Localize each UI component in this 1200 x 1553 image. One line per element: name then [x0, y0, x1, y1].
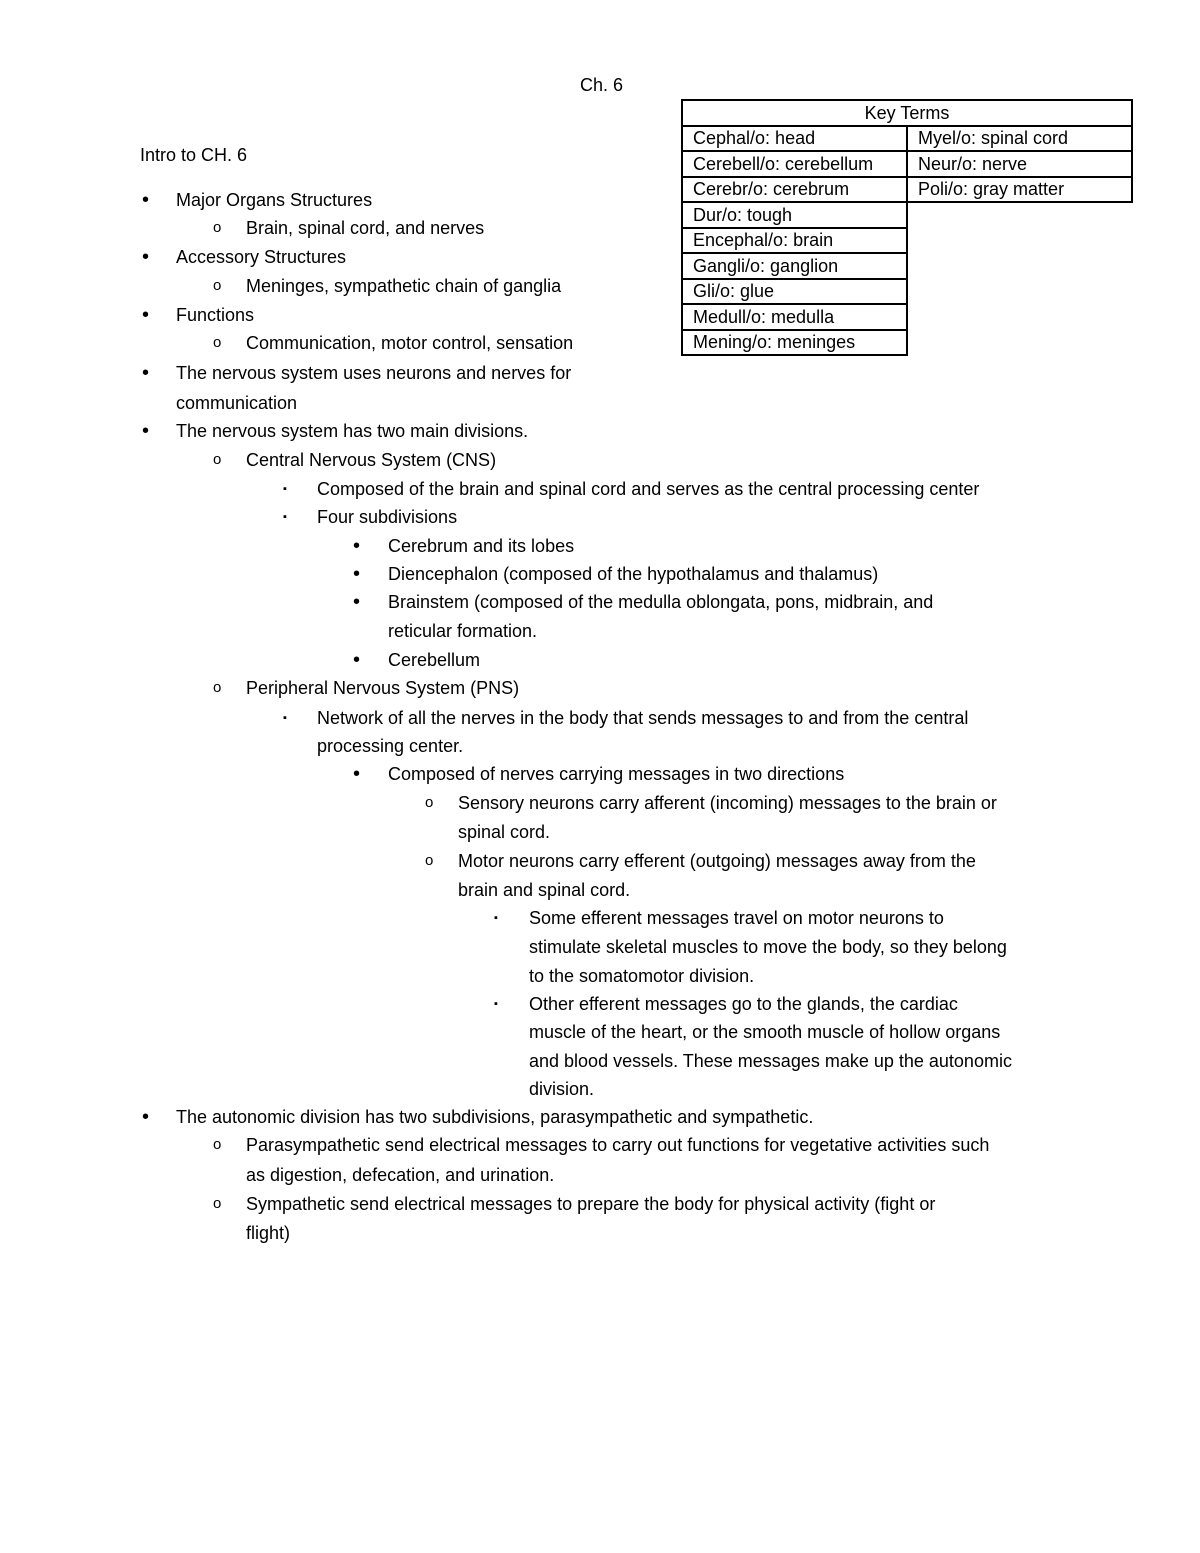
- table-empty-cell: [907, 279, 1132, 305]
- outline-line: Functions: [176, 305, 255, 325]
- bullet-disc-icon: •: [142, 189, 150, 211]
- outline-line: Network of all the nerves in the body that sends messages to and from the central: [317, 708, 969, 728]
- outline-line: Diencephalon (composed of the hypothalamus and thalamus): [388, 564, 879, 584]
- outline-line: as digestion, defecation, and urination.: [246, 1165, 555, 1185]
- bullet-disc-icon: •: [353, 763, 361, 785]
- outline-line: Brainstem (composed of the medulla oblongata, pons, midbrain, and: [388, 592, 934, 612]
- bullet-circle-icon: o: [213, 277, 222, 294]
- outline-line: Motor neurons carry efferent (outgoing) messages away from the: [458, 851, 976, 871]
- table-row: [682, 177, 1132, 203]
- bullet-circle-icon: o: [213, 1136, 222, 1153]
- section-heading: Intro to CH. 6: [140, 145, 248, 165]
- bullet-disc-icon: •: [142, 304, 150, 326]
- outline-line: division.: [529, 1079, 595, 1099]
- bullet-disc-icon: •: [353, 649, 361, 671]
- outline-line: communication: [176, 393, 298, 413]
- bullet-circle-icon: o: [213, 1195, 222, 1212]
- outline-line: Meninges, sympathetic chain of ganglia: [246, 276, 562, 296]
- bullet-square-icon: ▪: [494, 912, 498, 924]
- outline-line: Four subdivisions: [317, 507, 458, 527]
- outline-line: The nervous system has two main divisions.: [176, 421, 529, 441]
- outline-line: Some efferent messages travel on motor neurons to: [529, 908, 944, 928]
- bullet-disc-icon: •: [142, 420, 150, 442]
- outline-line: Cerebrum and its lobes: [388, 536, 575, 556]
- key-terms-table: [681, 99, 1133, 356]
- outline-line: The nervous system uses neurons and nerves for: [176, 363, 572, 383]
- table-cell: Neur/o: nerve: [907, 151, 1132, 177]
- outline-line: Sensory neurons carry afferent (incoming) messages to the brain or: [458, 793, 997, 813]
- outline-line: Composed of nerves carrying messages in two directions: [388, 764, 845, 784]
- outline-line: Sympathetic send electrical messages to prepare the body for physical activity (fight or: [246, 1194, 936, 1214]
- bullet-circle-icon: o: [213, 679, 222, 696]
- bullet-disc-icon: •: [353, 591, 361, 613]
- bullet-circle-icon: o: [213, 334, 222, 351]
- bullet-circle-icon: o: [213, 451, 222, 468]
- outline-line: Communication, motor control, sensation: [246, 333, 574, 353]
- table-cell: Mening/o: meninges: [682, 330, 907, 356]
- outline-line: Parasympathetic send electrical messages to carry out functions for vegetative activities such: [246, 1135, 990, 1155]
- bullet-disc-icon: •: [353, 535, 361, 557]
- table-header: Key Terms: [682, 100, 1132, 126]
- outline-line: Accessory Structures: [176, 247, 347, 267]
- table-cell: Gli/o: glue: [682, 279, 907, 305]
- bullet-square-icon: ▪: [494, 998, 498, 1010]
- outline-line: processing center.: [317, 736, 464, 756]
- table-row: [682, 279, 1132, 305]
- outline-line: Major Organs Structures: [176, 190, 373, 210]
- bullet-square-icon: ▪: [283, 712, 287, 724]
- outline-line: Composed of the brain and spinal cord and serves as the central processing center: [317, 479, 980, 499]
- table-row: [682, 228, 1132, 254]
- table-row: [682, 151, 1132, 177]
- bullet-disc-icon: •: [353, 563, 361, 585]
- outline-line: Brain, spinal cord, and nerves: [246, 218, 485, 238]
- bullet-disc-icon: •: [142, 1106, 150, 1128]
- table-empty-cell: [907, 330, 1132, 356]
- bullet-square-icon: ▪: [283, 511, 287, 523]
- table-row: [682, 304, 1132, 330]
- table-cell: Dur/o: tough: [682, 202, 907, 228]
- table-empty-cell: [907, 228, 1132, 254]
- table-empty-cell: [907, 304, 1132, 330]
- bullet-circle-icon: o: [213, 219, 222, 236]
- page-title: Ch. 6: [580, 75, 624, 95]
- table-row: [682, 202, 1132, 228]
- outline-line: to the somatomotor division.: [529, 966, 755, 986]
- table-cell: Encephal/o: brain: [682, 228, 907, 254]
- bullet-circle-icon: o: [425, 794, 434, 811]
- outline-line: and blood vessels. These messages make up the autonomic: [529, 1051, 1012, 1071]
- table-empty-cell: [907, 202, 1132, 228]
- bullet-disc-icon: •: [142, 362, 150, 384]
- table-cell: Medull/o: medulla: [682, 304, 907, 330]
- outline-line: brain and spinal cord.: [458, 880, 631, 900]
- table-cell: Poli/o: gray matter: [907, 177, 1132, 203]
- table-empty-cell: [907, 253, 1132, 279]
- outline-line: muscle of the heart, or the smooth muscle of hollow organs: [529, 1022, 1001, 1042]
- bullet-disc-icon: •: [142, 246, 150, 268]
- table-cell: Cerebr/o: cerebrum: [682, 177, 907, 203]
- table-row: [682, 126, 1132, 152]
- table-cell: Cephal/o: head: [682, 126, 907, 152]
- table-cell: Cerebell/o: cerebellum: [682, 151, 907, 177]
- table-row: [682, 330, 1132, 356]
- table-cell: Gangli/o: ganglion: [682, 253, 907, 279]
- outline-line: Central Nervous System (CNS): [246, 450, 497, 470]
- table-header-row: [682, 100, 1132, 126]
- outline-line: spinal cord.: [458, 822, 551, 842]
- outline-line: reticular formation.: [388, 621, 538, 641]
- outline-line: Cerebellum: [388, 650, 481, 670]
- outline-line: flight): [246, 1223, 291, 1243]
- outline-line: The autonomic division has two subdivisions, parasympathetic and sympathetic.: [176, 1107, 814, 1127]
- table-cell: Myel/o: spinal cord: [907, 126, 1132, 152]
- outline-line: Peripheral Nervous System (PNS): [246, 678, 520, 698]
- bullet-square-icon: ▪: [283, 483, 287, 495]
- outline-line: Other efferent messages go to the glands, the cardiac: [529, 994, 958, 1014]
- bullet-circle-icon: o: [425, 852, 434, 869]
- outline-line: stimulate skeletal muscles to move the body, so they belong: [529, 937, 1007, 957]
- table-row: [682, 253, 1132, 279]
